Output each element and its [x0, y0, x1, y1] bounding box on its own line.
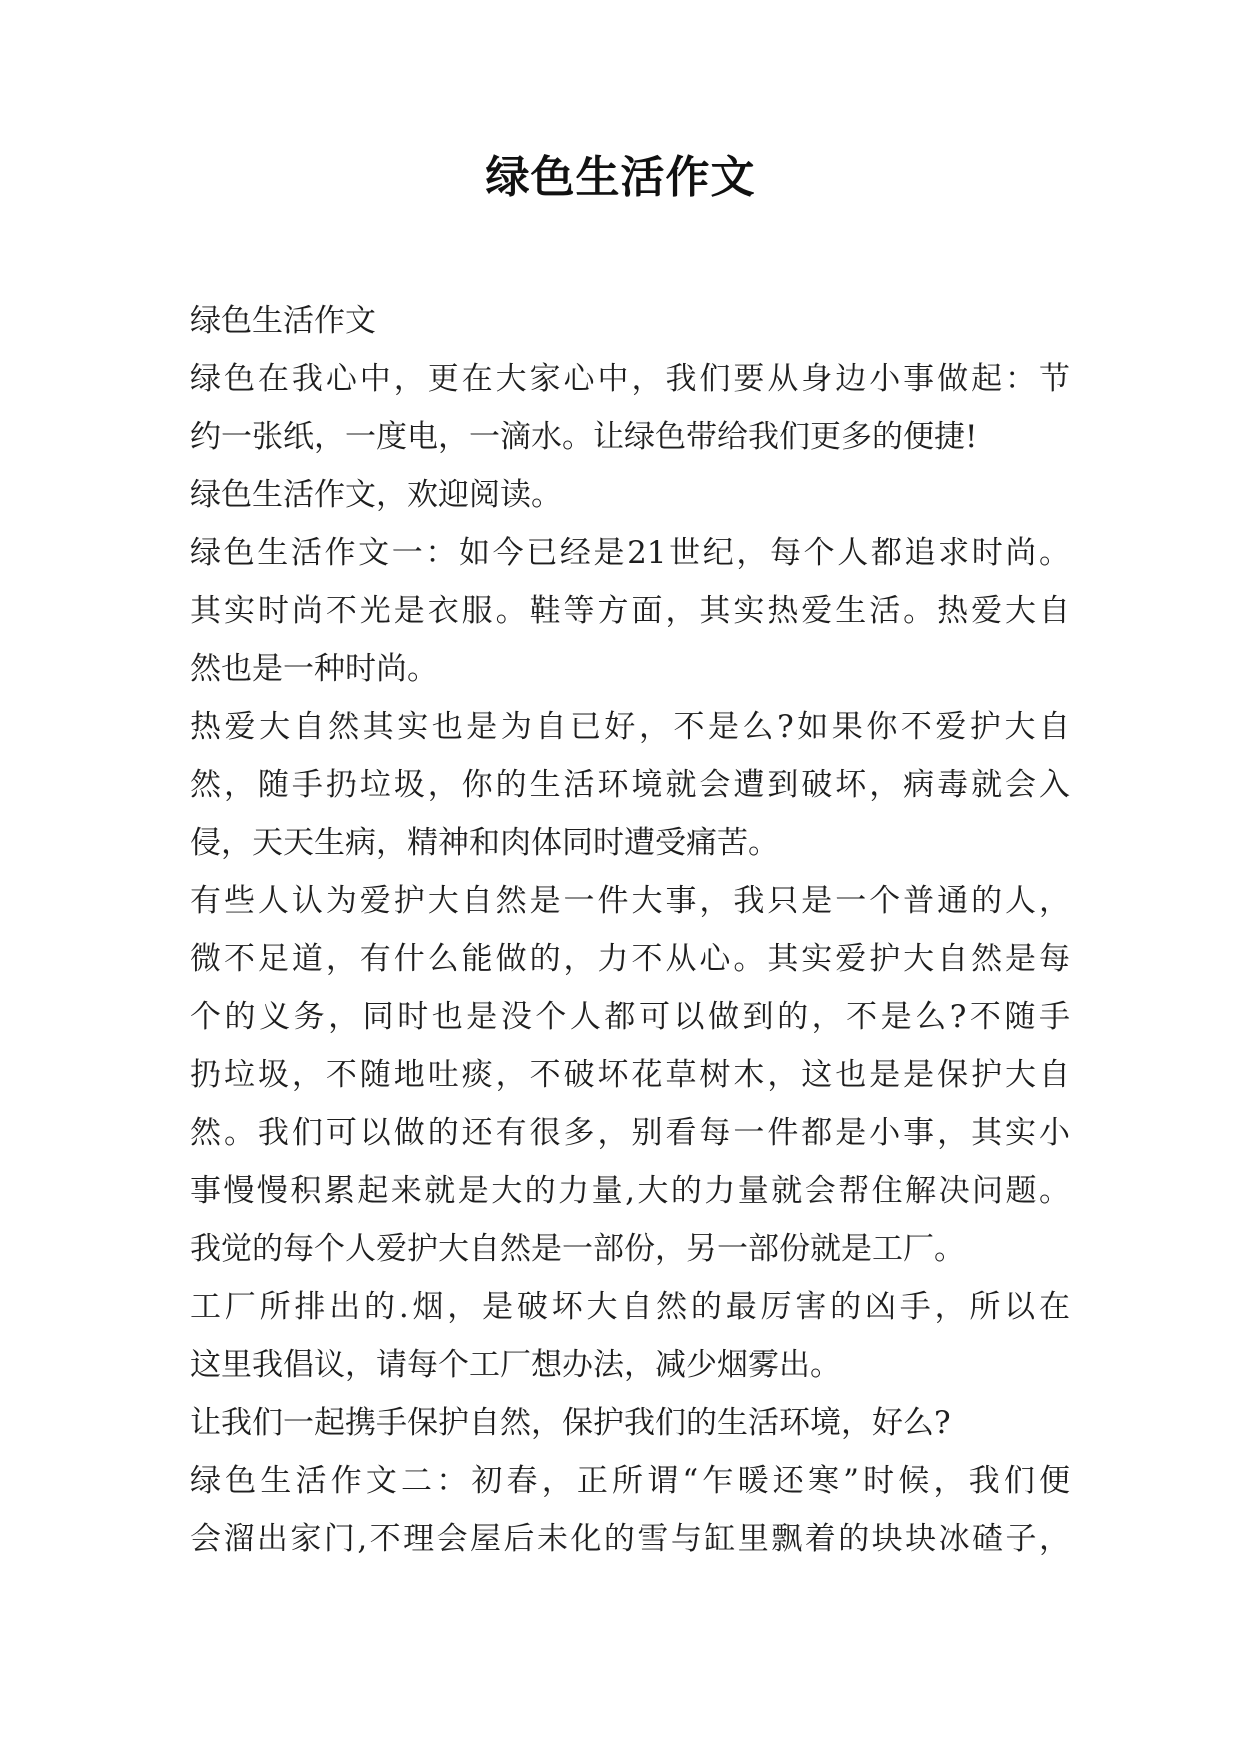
text-line: 侵，天天生病，精神和肉体同时遭受痛苦。	[190, 825, 779, 861]
text-line: 热爱大自然其实也是为自已好，不是么?如果你不爱护大自	[190, 709, 1070, 745]
text-line: 我觉的每个人爱护大自然是一部份，另一部份就是工厂。	[190, 1231, 965, 1267]
document-title: 绿色生活作文	[485, 152, 756, 203]
text-line: 绿色生活作文，欢迎阅读。	[190, 477, 562, 513]
text-line: 然也是一种时尚。	[190, 651, 438, 687]
text-line: 微不足道，有什么能做的，力不从心。其实爱护大自然是每	[190, 941, 1070, 977]
text-line: 然。我们可以做的还有很多，别看每一件都是小事，其实小	[190, 1115, 1070, 1151]
text-line: 事慢慢积累起来就是大的力量,大的力量就会帮住解决问题。	[190, 1173, 1070, 1209]
text-line: 约一张纸，一度电，一滴水。让绿色带给我们更多的便捷!	[190, 419, 978, 455]
text-line: 让我们一起携手保护自然，保护我们的生活环境，好么?	[190, 1405, 951, 1441]
text-line: 会溜出家门,不理会屋后未化的雪与缸里飘着的块块冰碴子，	[190, 1521, 1070, 1557]
text-line: 绿色生活作文二：初春，正所谓“乍暖还寒”时候，我们便	[190, 1463, 1070, 1499]
text-line: 其实时尚不光是衣服。鞋等方面，其实热爱生活。热爱大自	[190, 593, 1070, 629]
text-line: 扔垃圾，不随地吐痰，不破坏花草树木，这也是是保护大自	[190, 1057, 1070, 1093]
text-line: 这里我倡议，请每个工厂想办法，减少烟雾出。	[190, 1347, 841, 1383]
text-line: 绿色生活作文	[190, 303, 376, 339]
text-line: 有些人认为爱护大自然是一件大事，我只是一个普通的人，	[190, 883, 1070, 919]
text-line: 个的义务，同时也是没个人都可以做到的，不是么?不随手	[190, 999, 1070, 1035]
text-line: 绿色在我心中，更在大家心中，我们要从身边小事做起：节	[190, 361, 1070, 397]
text-line: 绿色生活作文一：如今已经是21世纪，每个人都追求时尚。	[190, 535, 1070, 571]
text-line: 然，随手扔垃圾，你的生活环境就会遭到破坏，病毒就会入	[190, 767, 1070, 803]
document-body	[190, 292, 1070, 1568]
text-line: 工厂所排出的.烟，是破坏大自然的最厉害的凶手，所以在	[190, 1289, 1070, 1325]
